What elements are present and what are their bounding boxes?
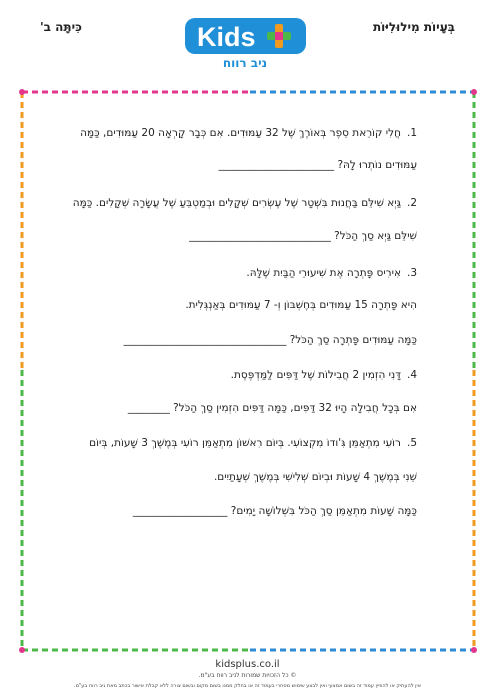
question-3-line-1 — [72, 266, 417, 280]
kids-logo-graphic — [183, 16, 308, 70]
question-text: דָּנִי הִזְמִין 2 חֲבִילוֹת שֶׁל דַּפִּים לַמַּדְפֶּסֶת. — [230, 369, 401, 381]
logo-text: Kids — [197, 22, 256, 52]
logo-subtitle: ניב רווח — [222, 56, 268, 70]
question-number: 5. — [406, 437, 417, 449]
question-5-line-1 — [72, 436, 417, 450]
usage-rights-notice: אין להעתיק או להפיץ עמוד זה בשום אמצעי ואין לבצע שימוש מסחרי בעמוד זה או בחלק ממנו בשום מקום ובשום צורה ללא קבלת אישור בכתב מאת ניב רווח בע"מ. — [74, 683, 421, 689]
question-text: חֲלִי קוֹרֵאת סֵפֶר בְּאוֹרֶךְ שֶׁל 32 עַמּוּדִים. אִם כְּבָר קָרְאָה 20 עַמּוּדִים, כַּמָּה — [80, 127, 401, 139]
kids-logo — [183, 16, 308, 70]
question-2-line-2: שִׁילֵּם גַּיְא סַךְ הַכֹּל? ___________________________ — [189, 230, 417, 242]
question-4-line-1 — [72, 368, 417, 382]
question-text: גַּיְא שִׁילֵּם בַּחֲנוּת בִּשְׁטָר שֶׁל עֶשְׂרִים שְׁקָלִים וּבְמַטְבֵּעַ שֶׁל עֲשָׂרָה שְׁקָלִים. כַּמָּה — [72, 197, 401, 209]
question-number: 1. — [406, 127, 417, 139]
question-5-line-2: שֵׁנִי בְּמֶשֶׁךְ 4 שָׁעוֹת וּבְיוֹם שְׁלִישִׁי בְּמֶשֶׁךְ שְׁעָתַיִים. — [213, 471, 417, 483]
question-3-line-3: כַּמָּה עַמּוּדִים פָּתְרָה סַךְ הַכֹּל? _______________________________ — [123, 334, 417, 346]
question-number: 3. — [406, 267, 417, 279]
question-3-line-2: הִיא פָּתְרָה 15 עַמּוּדִים בְּחֶשְׁבּוֹן וְ- 7 עַמּוּדִים בְּאַנְגְּלִית. — [185, 299, 417, 311]
question-1-line-2: עַמּוּדִים נוֹתְרוּ לָהּ? ______________________ — [218, 159, 417, 171]
question-text: רוֹעִי מִתְאַמֵּן גִּ'ודוֹ מִקְצוֹעִי. בְּיוֹם רִאשׁוֹן מִתְאַמֵּן רוֹעִי בְּמֶשֶׁךְ 3 שָׁעוֹת, בְּיוֹם — [89, 437, 401, 449]
question-text: אִירִיס פָּתְרָה אֶת שִׁיעוּרֵי הַבַּיִת שֶׁלָּהּ. — [246, 267, 401, 279]
question-number: 4. — [406, 369, 417, 381]
copyright-notice: © כל הזכויות שמורות לניב רווח בע"מ. — [198, 672, 297, 679]
question-5-line-3: כַּמָּה שָׁעוֹת מִתְאַמֵּן סַךְ הַכֹּל בִּשְׁלוֹשָׁה יָמִים? __________________ — [132, 505, 417, 517]
grade-label: כִּיתָּה ב' — [40, 20, 82, 34]
question-number: 2. — [406, 197, 417, 209]
question-2-line-1 — [72, 196, 417, 210]
question-1-line-1 — [72, 126, 417, 140]
site-url[interactable]: kidsplus.co.il — [215, 659, 280, 670]
question-4-line-2: אִם בְּכָל חֲבִילָה הָיוּ 32 דַּפִּים, כַּמָּה דַּפִּים הִזְמִין סַךְ הַכֹּל? ________ — [127, 402, 417, 414]
subject-title: בְּעָיוֹת מִילוּלִיּוֹת — [372, 20, 455, 34]
